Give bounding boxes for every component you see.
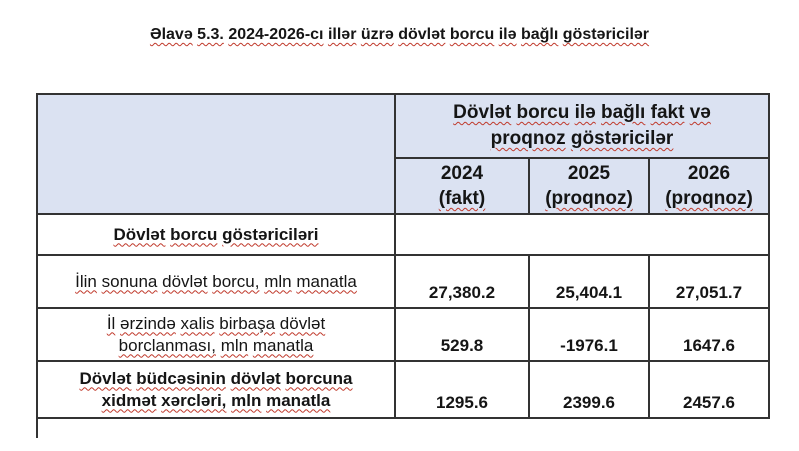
value-2024: 27,380.2 — [395, 255, 529, 308]
group-header-cell — [395, 94, 769, 158]
year-qualifier: (proqnoz) — [665, 188, 753, 209]
row-label-line: Dövlət büdcəsinin dövlət borcuna — [79, 368, 353, 388]
debt-indicators-table — [36, 93, 770, 419]
group-header-line1: Dövlət borcu ilə bağlı fakt və — [453, 102, 711, 123]
year-label: 2026 — [687, 163, 731, 184]
value-2026: 1647.6 — [649, 308, 769, 361]
value-2026: 27,051.7 — [649, 255, 769, 308]
row-label-line: İl ərzində xalis birbaşa dövlət — [106, 313, 326, 333]
year-qualifier: (proqnoz) — [545, 188, 633, 209]
section-empty-cell — [395, 214, 769, 255]
value-2025: 2399.6 — [529, 361, 649, 418]
value-2026: 2457.6 — [649, 361, 769, 418]
header-group-row — [37, 94, 769, 158]
table-continuation-border-line — [36, 417, 38, 438]
year-header-2026 — [649, 158, 769, 214]
row-label-line: İlin sonuna dövlət borcu, mln manatla — [75, 271, 357, 291]
value-2025: -1976.1 — [529, 308, 649, 361]
table-row — [37, 361, 769, 418]
value-2024: 529.8 — [395, 308, 529, 361]
table-row — [37, 308, 769, 361]
year-header-2024 — [395, 158, 529, 214]
value-2025: 25,404.1 — [529, 255, 649, 308]
row-label-debt-year-end — [37, 255, 395, 308]
row-label-net-direct-borrowing — [37, 308, 395, 361]
year-label: 2025 — [567, 163, 611, 184]
page-title: Əlavə 5.3. 2024-2026-cı illər üzrə dövlət borcu ilə bağlı göstəricilər — [149, 26, 650, 43]
corner-empty-cell — [37, 94, 395, 214]
section-header-row — [37, 214, 769, 255]
year-header-2025 — [529, 158, 649, 214]
year-label: 2024 — [440, 163, 484, 184]
section-header-cell: Dövlət borcu göstəriciləri — [37, 214, 395, 255]
group-header-line2: proqnoz göstəricilər — [490, 128, 674, 149]
table-row — [37, 255, 769, 308]
value-2024: 1295.6 — [395, 361, 529, 418]
row-label-line: xidmət xərcləri, mln manatla — [101, 390, 331, 410]
row-label-debt-service-expenses — [37, 361, 395, 418]
row-label-line: borclanması, mln manatla — [118, 335, 314, 355]
year-qualifier: (fakt) — [438, 188, 486, 209]
